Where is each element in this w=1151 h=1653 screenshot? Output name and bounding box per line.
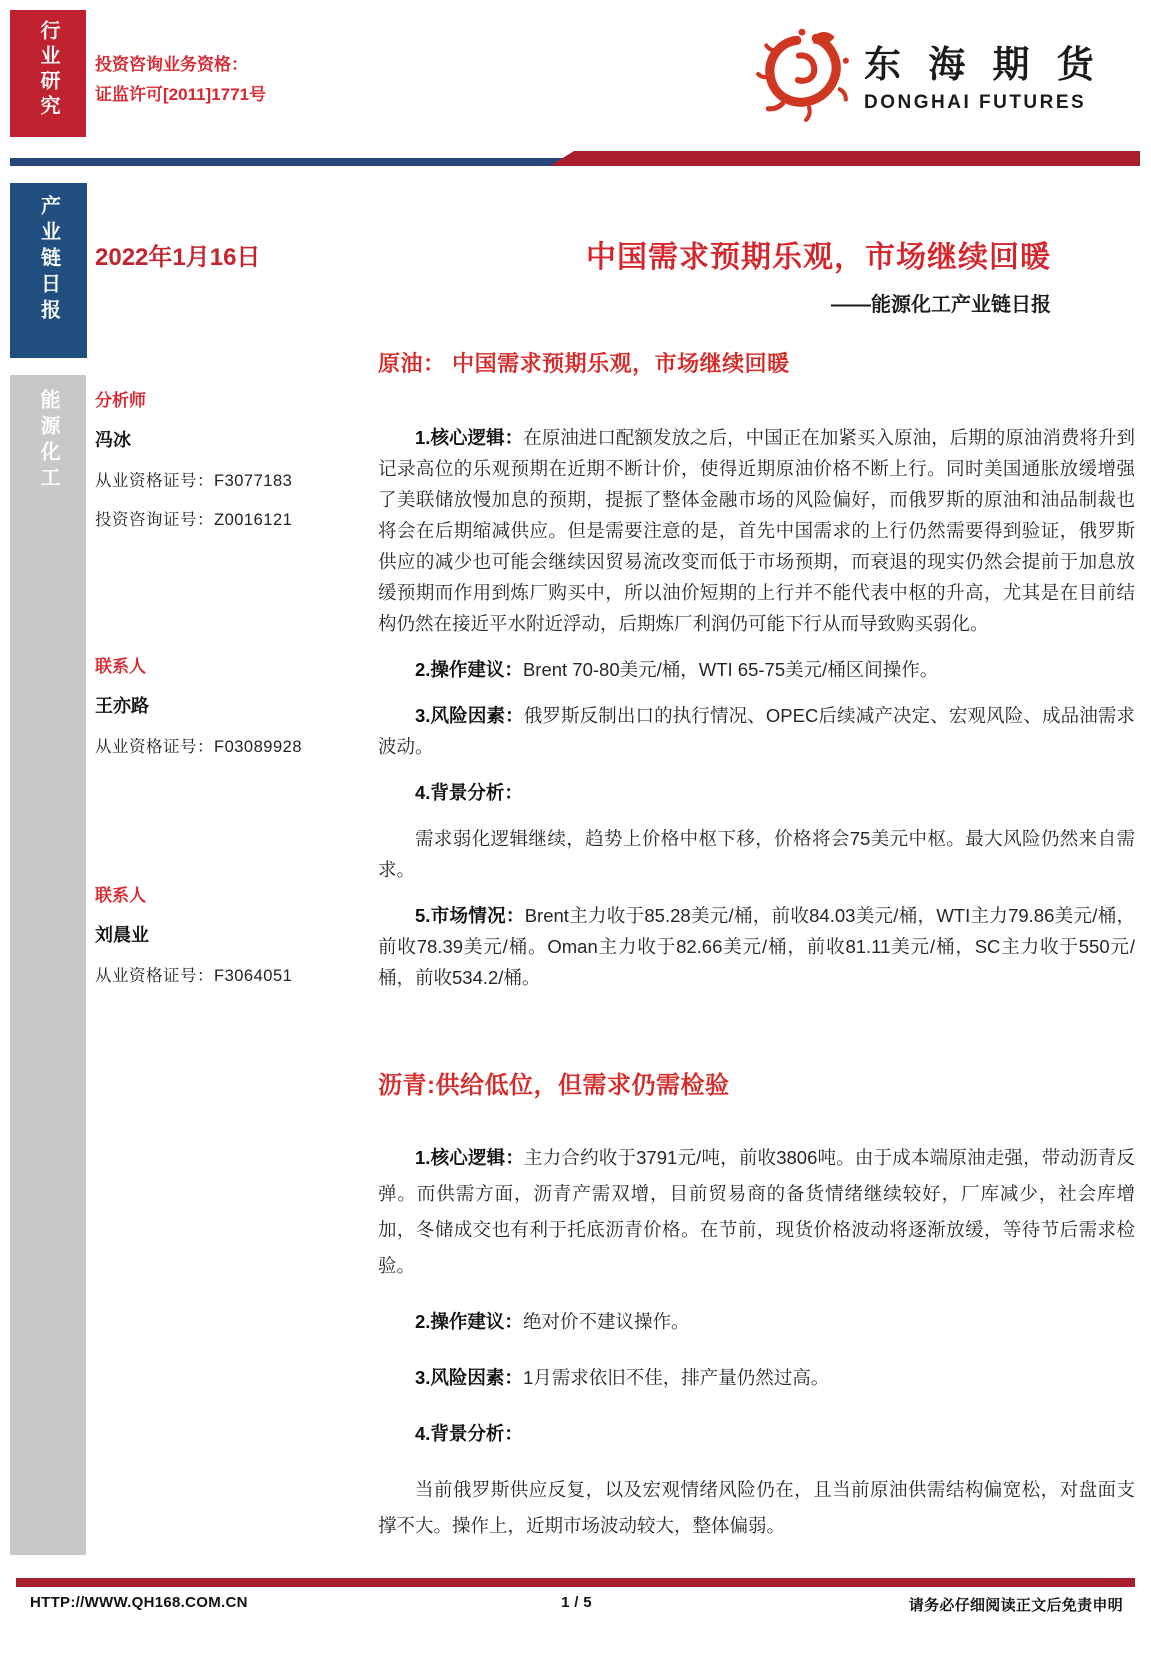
- contact2-cert-number: 从业资格证号：F3064051: [95, 967, 293, 985]
- paragraph: [378, 823, 1135, 885]
- report-title-block: [586, 232, 1051, 317]
- qualification-line2: 证监许可[2011]1771号: [95, 85, 267, 104]
- report-date: 2022年1月16日: [95, 244, 261, 271]
- paragraph-lead: 3.风险因素：: [415, 705, 524, 726]
- section-crude-oil: [378, 347, 1135, 993]
- dragon-logo-icon: [752, 22, 854, 126]
- contacts-column: [95, 386, 367, 986]
- paragraph: [378, 1304, 1135, 1340]
- qualification-notice: [95, 50, 266, 110]
- report-body: [378, 347, 1135, 1564]
- paragraph-text: 主力合约收于3791元/吨，前收3806吨。由于成本端原油走强，带动沥青反弹。而供需方面，沥青产需双增，目前贸易商的备货情绪继续较好，厂库减少，社会库增加，冬储成交也有利于托底沥青价格。在节前，现货价格波动将逐渐放缓，等待节后需求检验。: [378, 1147, 1135, 1276]
- paragraph: [378, 1416, 1135, 1452]
- analyst-cert-number: 从业资格证号：F3077183: [95, 472, 293, 490]
- company-logo: [752, 22, 1103, 126]
- paragraph-lead: 3.风险因素：: [415, 1367, 523, 1388]
- section-asphalt: [378, 1065, 1135, 1544]
- paragraph: [378, 654, 1135, 685]
- contact1-cert-number: 从业资格证号：F03089928: [95, 738, 302, 756]
- contact2-label: 联系人: [95, 886, 146, 905]
- paragraph-lead: 1.核心逻辑：: [415, 427, 524, 448]
- header-divider-red: [550, 151, 1140, 166]
- paragraph: [378, 1140, 1135, 1284]
- paragraph-lead: 1.核心逻辑：: [415, 1147, 525, 1168]
- paragraph-text: 绝对价不建议操作。: [522, 1311, 690, 1332]
- sidebar-tab-industry-research: [10, 10, 86, 137]
- footer: [30, 1592, 1123, 1616]
- paragraph-text: 1月需求依旧不佳，排产量仍然过高。: [522, 1367, 830, 1388]
- paragraph: [378, 700, 1135, 762]
- contact1-name: 王亦路: [95, 696, 149, 716]
- paragraph-text: Brent主力收于85.28美元/桶，前收84.03美元/桶，WTI主力79.86美元/桶，前收78.39美元/桶。Oman主力收于82.66美元/桶，前收81.11美元/桶，SC主力收于550元/桶，前收534.2/桶。: [378, 905, 1135, 988]
- analyst-name: 冯冰: [95, 430, 131, 450]
- analyst-advisory-cert-number: 投资咨询证号：Z0016121: [95, 511, 293, 529]
- paragraph: [378, 1360, 1135, 1396]
- sidebar-tab-label: 产业链日报: [37, 195, 60, 325]
- contact1-label: 联系人: [95, 657, 146, 676]
- sidebar-tab-energy-chemical: [10, 375, 86, 1555]
- contact2-name: 刘晨业: [95, 925, 149, 945]
- paragraph-lead: 5.市场情况：: [415, 905, 525, 926]
- footer-divider: [16, 1578, 1135, 1587]
- sidebar-tab-label: 行业研究: [37, 20, 59, 120]
- footer-website-url: HTTP://WWW.QH168.COM.CN: [30, 1594, 248, 1611]
- paragraph-lead: 2.操作建议：: [415, 1311, 523, 1332]
- footer-page-number: 1 / 5: [561, 1594, 592, 1611]
- paragraph-text: 在原油进口配额发放之后，中国正在加紧买入原油，后期的原油消费将升到记录高位的乐观预期在近期不断计价，使得近期原油价格不断上行。同时美国通胀放缓增强了美联储放慢加息的预期，提振了整体金融市场的风险偏好，而俄罗斯的原油和油品制裁也将会在后期缩减供应。但是需要注意的是，首先中国需求的上行仍然需要得到验证，俄罗斯供应的减少也可能会继续因贸易流改变而低于市场预期，而衰退的现实仍然会提前于加息放缓预期而作用到炼厂购买中，所以油价短期的上行并不能代表中枢的升高，尤其是在目前结构仍然在接近平水附近浮动，后期炼厂利润仍可能下行从而导致购买弱化。: [378, 427, 1135, 634]
- report-title: 中国需求预期乐观，市场继续回暖: [586, 241, 1051, 274]
- paragraph-text: 当前俄罗斯供应反复，以及宏观情绪风险仍在，且当前原油供需结构偏宽松，对盘面支撑不大。操作上，近期市场波动较大，整体偏弱。: [378, 1479, 1135, 1536]
- paragraph-text: 俄罗斯反制出口的执行情况、OPEC后续减产决定、宏观风险、成品油需求波动。: [378, 705, 1135, 757]
- section-heading: 原油： 中国需求预期乐观，市场继续回暖: [378, 351, 790, 376]
- logo-chinese-name: 东 海 期 货: [864, 45, 1103, 86]
- paragraph-lead: 4.背景分析：: [415, 1423, 523, 1444]
- logo-english-name: DONGHAI FUTURES: [864, 92, 1087, 113]
- qualification-line1: 投资咨询业务资格：: [95, 55, 248, 74]
- paragraph: [378, 1472, 1135, 1544]
- section-heading: 沥青:供给低位，但需求仍需检验: [378, 1072, 730, 1099]
- paragraph-lead: 2.操作建议：: [415, 659, 523, 680]
- analyst-label: 分析师: [95, 391, 146, 410]
- paragraph-text: 需求弱化逻辑继续，趋势上价格中枢下移，价格将会75美元中枢。最大风险仍然来自需求。: [378, 828, 1135, 880]
- paragraph: [378, 900, 1135, 993]
- logo-text: [864, 34, 1103, 114]
- report-subtitle: ——能源化工产业链日报: [831, 294, 1051, 316]
- sidebar-tab-label: 能源化工: [37, 389, 59, 493]
- sidebar-tab-chain-daily: [10, 183, 87, 358]
- header-divider-blue: [10, 158, 566, 166]
- paragraph-lead: 4.背景分析：: [415, 782, 523, 803]
- paragraph-text: Brent 70-80美元/桶，WTI 65-75美元/桶区间操作。: [522, 659, 939, 680]
- footer-disclaimer: 请务必仔细阅读正文后免责申明: [908, 1597, 1123, 1614]
- paragraph: [378, 777, 1135, 808]
- paragraph: [378, 422, 1135, 639]
